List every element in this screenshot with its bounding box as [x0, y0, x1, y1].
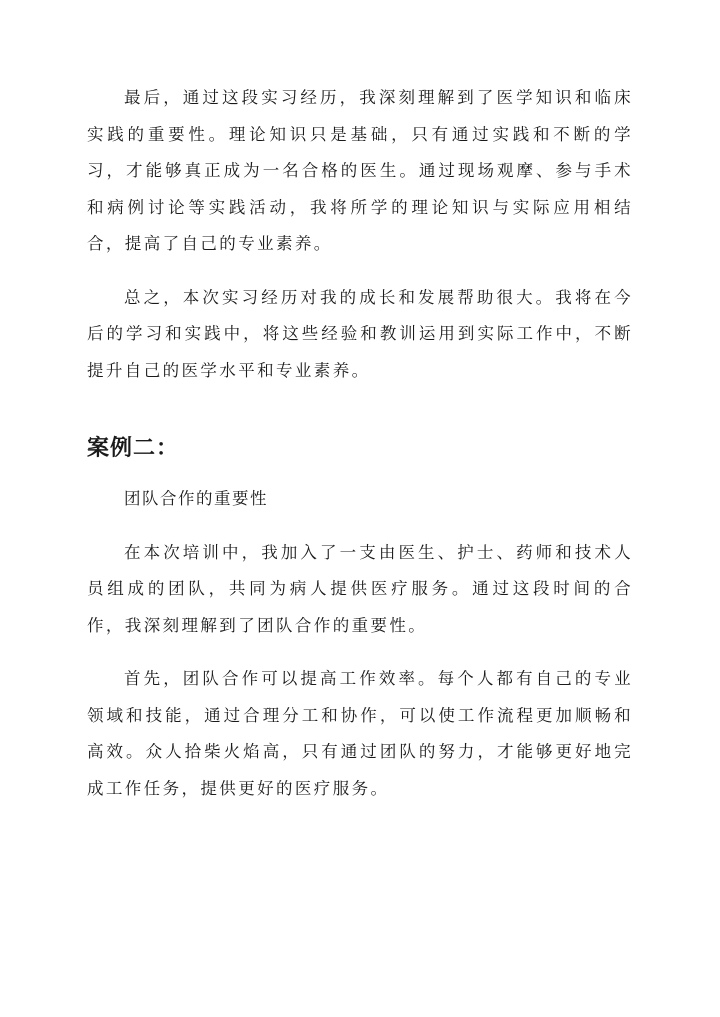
- section-subtitle: 团队合作的重要性: [124, 489, 268, 508]
- paragraph-team-intro: 在本次培训中，我加入了一支由医生、护士、药师和技术人员组成的团队，共同为病人提供医疗服务。通过这段时间的合作，我深刻理解到了团队合作的重要性。: [87, 542, 633, 635]
- paragraph-team-efficiency: 首先，团队合作可以提高工作效率。每个人都有自己的专业领域和技能，通过合理分工和协作，可以使工作流程更加顺畅和高效。众人拾柴火焰高，只有通过团队的努力，才能够更好地完成工作任务，提供更好的医疗服务。: [87, 669, 633, 798]
- paragraph-conclusion: 最后，通过这段实习经历，我深刻理解到了医学知识和临床实践的重要性。理论知识只是基础，只有通过实践和不断的学习，才能够真正成为一名合格的医生。通过现场观摩、参与手术和病例讨论等实践活动，我将所学的理论知识与实际应用相结合，提高了自己的专业素养。: [87, 88, 633, 253]
- section-heading: 案例二：: [87, 435, 180, 461]
- paragraph-summary: 总之，本次实习经历对我的成长和发展帮助很大。我将在今后的学习和实践中，将这些经验和教训运用到实际工作中，不断提升自己的医学水平和专业素养。: [87, 287, 633, 380]
- document-page: [87, 80, 633, 824]
